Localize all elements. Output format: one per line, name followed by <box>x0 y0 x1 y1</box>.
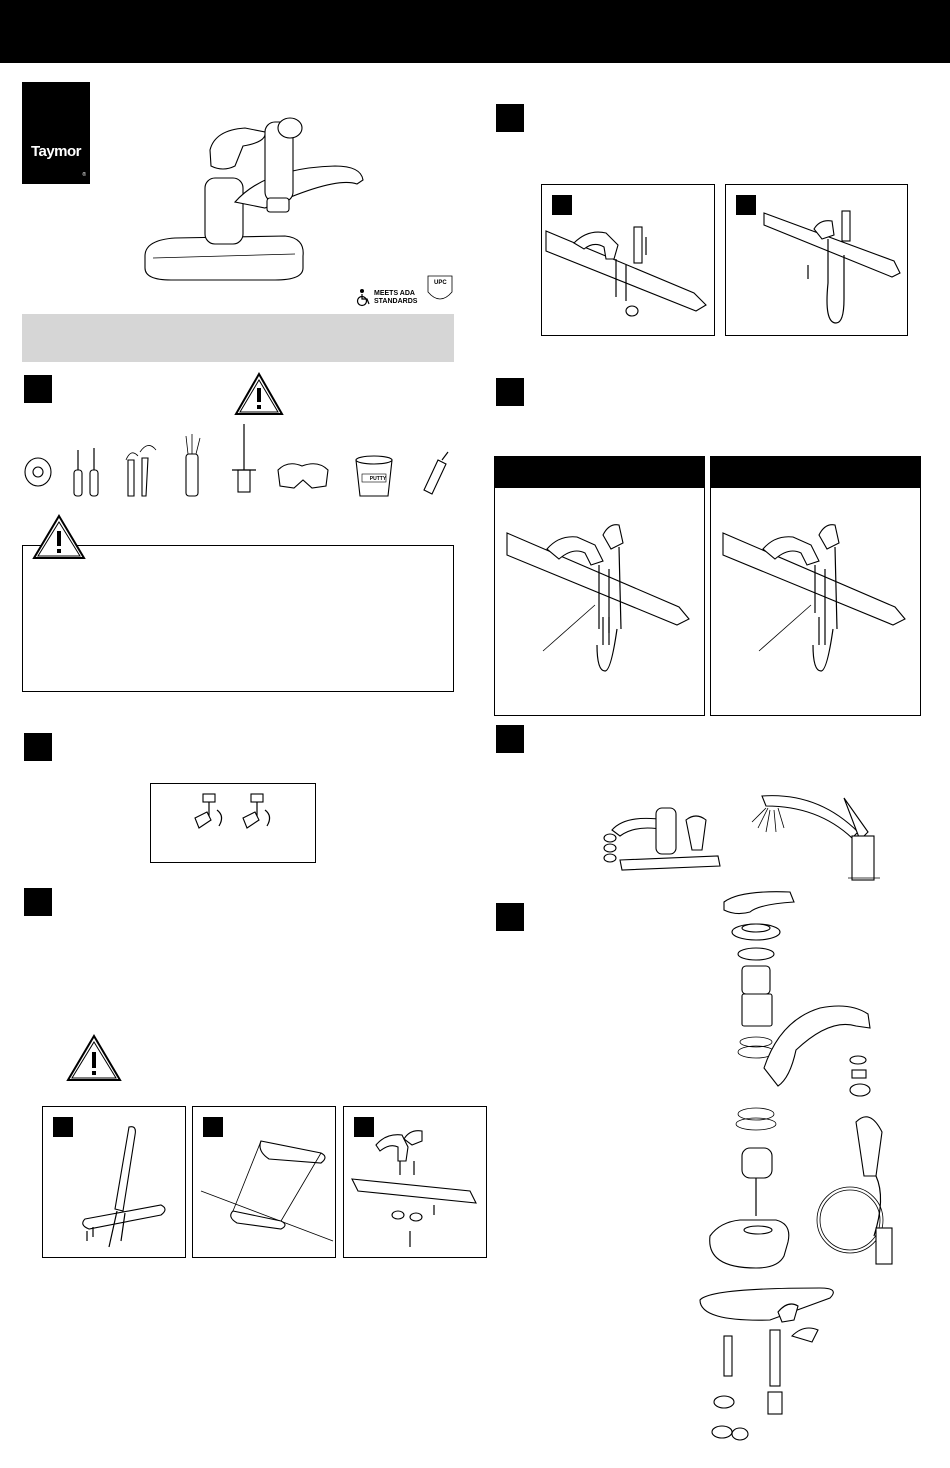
warning-notice-box <box>22 545 454 692</box>
supply-line-connection-icon <box>715 521 915 691</box>
step-5a-panel <box>494 456 705 716</box>
sprayer-hose-icon <box>762 199 906 329</box>
ada-text <box>374 290 417 306</box>
header-bar <box>0 0 950 63</box>
sealant-icon <box>424 452 448 494</box>
parts-exploded-diagram <box>680 880 930 1440</box>
wheelchair-icon <box>356 288 372 306</box>
safety-goggles-icon <box>278 464 328 488</box>
faucet-icon <box>73 1121 173 1251</box>
basin-wrench-icon <box>232 424 256 492</box>
step-1-badge <box>24 375 52 403</box>
step-4b-badge <box>736 195 756 215</box>
step-6-badge <box>496 725 524 753</box>
brand-logo <box>22 82 90 184</box>
ada-badge <box>356 280 456 312</box>
step-5-badge <box>496 378 524 406</box>
teflon-tape-icon <box>25 458 51 486</box>
step-4b-panel <box>725 184 908 336</box>
step-4-badge <box>496 104 524 132</box>
step-2-badge <box>24 733 52 761</box>
step-3c-panel <box>343 1106 487 1258</box>
ada-line1: MEETS ADA <box>374 290 415 297</box>
step-5a-header <box>495 457 704 488</box>
handle-part <box>724 892 794 914</box>
step-4a-panel <box>541 184 715 336</box>
warning-icon <box>32 514 86 560</box>
title-banner <box>22 314 454 362</box>
faucet-icon <box>544 215 712 331</box>
supply-line-connection-icon <box>499 521 699 691</box>
tools-row <box>22 430 452 510</box>
step-7-badge <box>496 903 524 931</box>
step-3a-panel <box>42 1106 186 1258</box>
step-3a-badge <box>53 1117 73 1137</box>
putty-label: PUTTY <box>369 476 387 482</box>
warning-icon <box>66 1034 122 1082</box>
step-3b-panel <box>192 1106 336 1258</box>
spray-pattern-icon <box>748 792 884 884</box>
tube-cutter-icon <box>186 434 200 496</box>
step-5b-panel <box>710 456 921 716</box>
ada-line2: STANDARDS <box>374 298 418 305</box>
upc-mark: UPC <box>434 280 447 286</box>
warning-icon <box>234 372 284 416</box>
step-5b-header <box>711 457 920 488</box>
shutoff-valve-icon <box>189 790 289 850</box>
faucet-icon <box>596 800 726 876</box>
step-3-badge <box>24 888 52 916</box>
brand-name: Taymor <box>30 143 82 160</box>
faucet-mounting-icon <box>350 1121 484 1251</box>
shutoff-valve-panel <box>150 783 316 863</box>
step-4a-badge <box>552 195 572 215</box>
faucet-hero-illustration <box>135 108 375 288</box>
wrenches-icon <box>126 445 156 496</box>
screwdrivers-icon <box>74 448 98 496</box>
registered-mark: ® <box>82 172 86 178</box>
gasket-icon <box>197 1131 333 1251</box>
